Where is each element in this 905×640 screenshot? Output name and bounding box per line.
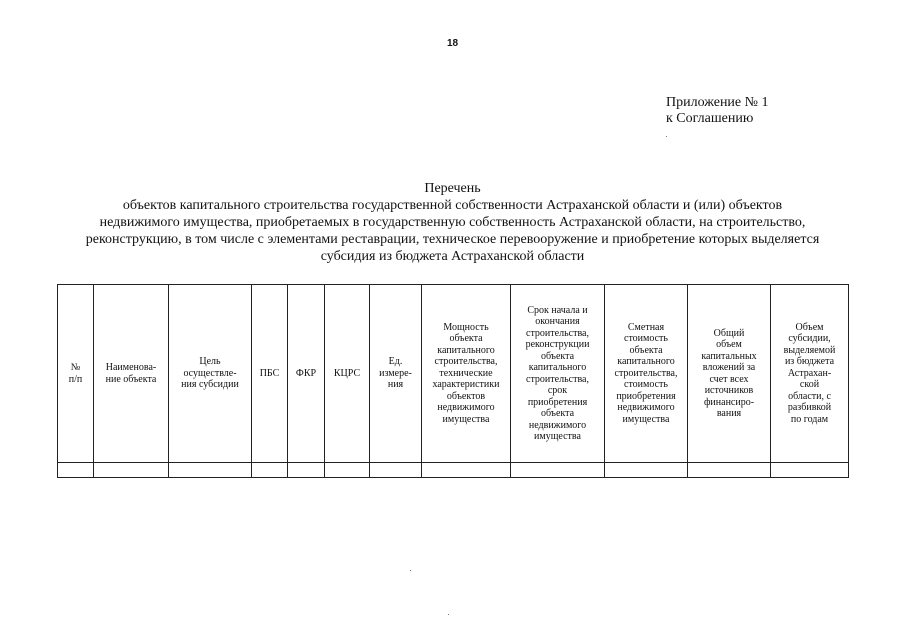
table-cell	[511, 463, 605, 478]
column-header-capacity: Мощность объекта капитального строительства, технические характеристики объектов недвижимого имущества	[422, 285, 511, 463]
table-cell	[58, 463, 94, 478]
heading-title: Перечень	[424, 181, 481, 196]
column-header-kcrs: КЦРС	[325, 285, 370, 463]
appendix-line-1: Приложение № 1	[666, 95, 769, 110]
column-header-total-investment: Общий объем капитальных вложений за счет всех источников финансиро- вания	[688, 285, 771, 463]
scan-speck	[448, 614, 449, 615]
column-header-estimated-cost: Сметная стоимость объекта капитального строительства, стоимость приобретения недвижимого имущества	[605, 285, 688, 463]
heading-line-1: объектов капитального строительства государственной собственности Астраханской области и (или) объектов	[122, 198, 783, 213]
document-heading	[30, 180, 875, 265]
table-cell	[325, 463, 370, 478]
column-header-fkr: ФКР	[288, 285, 325, 463]
heading-line-3: реконструкцию, в том числе с элементами реставрации, техническое перевооружение и приобретение которых выделяется	[85, 232, 820, 247]
appendix-line-2: к Соглашению	[666, 111, 754, 126]
scan-speck	[666, 136, 667, 137]
table-cell	[771, 463, 849, 478]
column-header-unit: Ед. измере- ния	[370, 285, 422, 463]
table-cell	[370, 463, 422, 478]
column-header-object-name: Наименова- ние объекта	[94, 285, 169, 463]
table-header-row	[58, 285, 849, 463]
table-cell	[688, 463, 771, 478]
page-number: 18	[446, 38, 459, 49]
heading-line-4: субсидия из бюджета Астраханской области	[320, 249, 585, 264]
column-header-number: № п/п	[58, 285, 94, 463]
column-header-pbs: ПБС	[252, 285, 288, 463]
table-row	[58, 463, 849, 478]
table-cell	[288, 463, 325, 478]
heading-line-2: недвижимого имущества, приобретаемых в государственную собственность Астраханской области, на строительство,	[99, 215, 806, 230]
table-cell	[422, 463, 511, 478]
objects-table	[57, 284, 849, 478]
table-cell	[252, 463, 288, 478]
table-cell	[605, 463, 688, 478]
scan-speck	[410, 570, 411, 571]
appendix-note	[666, 95, 769, 127]
column-header-subsidy-purpose: Цель осуществле- ния субсидии	[169, 285, 252, 463]
table-cell	[169, 463, 252, 478]
column-header-timeline: Срок начала и окончания строительства, реконструкции объекта капитального строительства, срок приобретения объекта недвижимого имущества	[511, 285, 605, 463]
column-header-subsidy-volume: Объем субсидии, выделяемой из бюджета Астрахан- ской области, с разбивкой по годам	[771, 285, 849, 463]
table-cell	[94, 463, 169, 478]
